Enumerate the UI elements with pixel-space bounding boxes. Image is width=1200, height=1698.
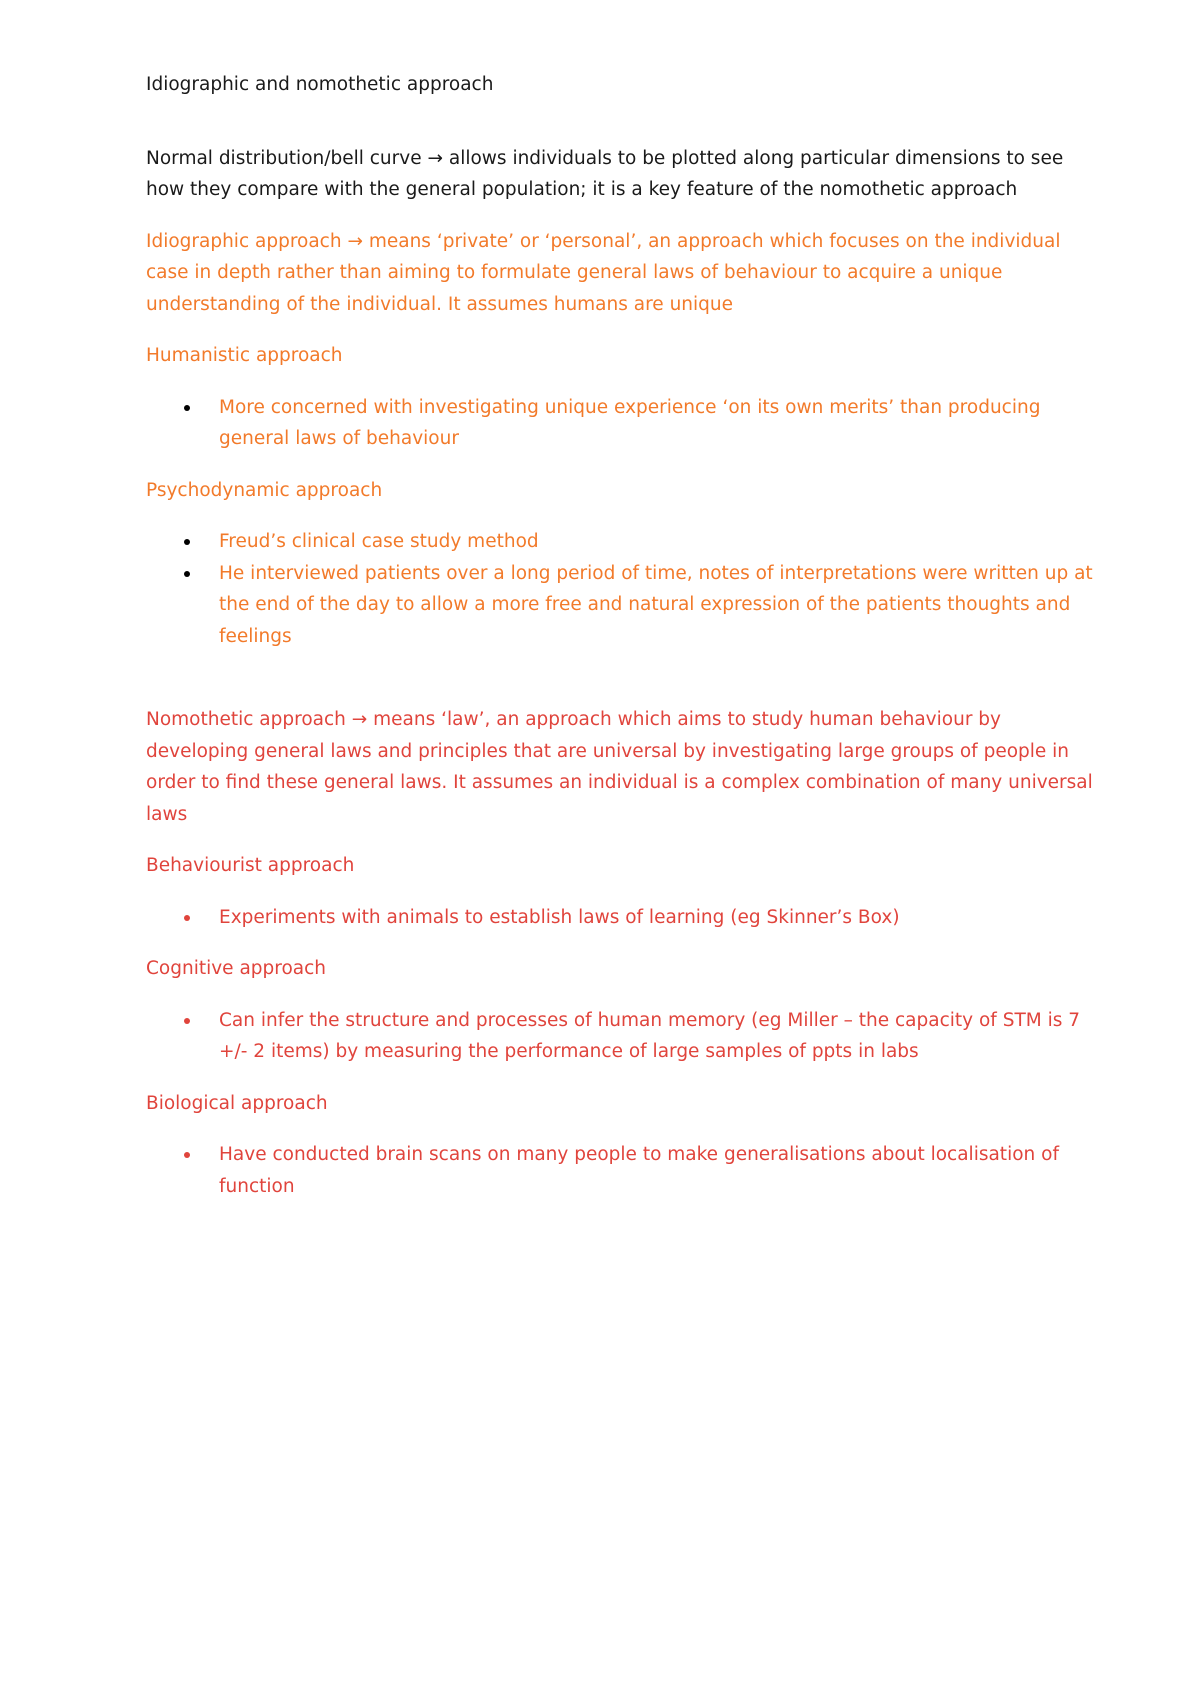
biological-heading: Biological approach	[146, 1092, 328, 1114]
cognitive-list	[146, 1005, 1096, 1068]
bullet-icon	[184, 539, 190, 545]
list-item	[146, 902, 1096, 934]
list-item-text: He interviewed patients over a long period of time, notes of interpretations were written up at the end of the day to allow a more free and natural expression of the patients thoughts and feelings	[219, 562, 1093, 647]
idiographic-definition: Idiographic approach → means ‘private’ or ‘personal’, an approach which focuses on the individual case in depth rather than aiming to formulate general laws of behaviour to acquire a unique understanding of the individual. It assumes humans are unique	[146, 230, 1061, 315]
psychodynamic-list	[146, 526, 1096, 652]
humanistic-list	[146, 392, 1096, 455]
section-spacer	[146, 672, 1096, 704]
list-item-text: Experiments with animals to establish laws of learning (eg Skinner’s Box)	[219, 906, 900, 928]
behaviourist-list	[146, 902, 1096, 934]
behaviourist-heading: Behaviourist approach	[146, 855, 355, 876]
normal-distribution-paragraph: Normal distribution/bell curve → allows individuals to be plotted along particular dimensions to see how they compare with the general population; it is a key feature of the nomothetic approach	[146, 147, 1064, 200]
list-item	[146, 526, 1096, 558]
list-item	[146, 1005, 1096, 1068]
nomothetic-definition: Nomothetic approach → means ‘law’, an approach which aims to study human behaviour by developing general laws and principles that are universal by investigating large groups of people in order to find these general laws. It assumes an individual is a complex combination of many universal laws	[146, 709, 1093, 825]
list-item	[146, 558, 1096, 653]
bullet-icon	[184, 571, 190, 577]
cognitive-heading: Cognitive approach	[146, 958, 327, 979]
document-title: Idiographic and nomothetic approach	[146, 74, 494, 95]
bullet-icon	[184, 915, 190, 921]
biological-list	[146, 1139, 1096, 1202]
humanistic-heading: Humanistic approach	[146, 345, 343, 366]
list-item	[146, 392, 1096, 455]
list-item-text: Have conducted brain scans on many people to make generalisations about localisation of function	[219, 1144, 1059, 1197]
bullet-icon	[184, 405, 190, 411]
psychodynamic-heading: Psychodynamic approach	[146, 479, 383, 501]
list-item-text: Freud’s clinical case study method	[219, 531, 539, 552]
document-body	[146, 69, 1096, 1222]
bullet-icon	[184, 1152, 190, 1158]
list-item-text: Can infer the structure and processes of human memory (eg Miller – the capacity of STM is 7 +/- 2 items) by measuring the performance of large samples of ppts in labs	[219, 1009, 1081, 1062]
list-item-text: More concerned with investigating unique experience ‘on its own merits’ than producing general laws of behaviour	[219, 396, 1041, 449]
bullet-icon	[184, 1018, 190, 1024]
list-item	[146, 1139, 1096, 1202]
